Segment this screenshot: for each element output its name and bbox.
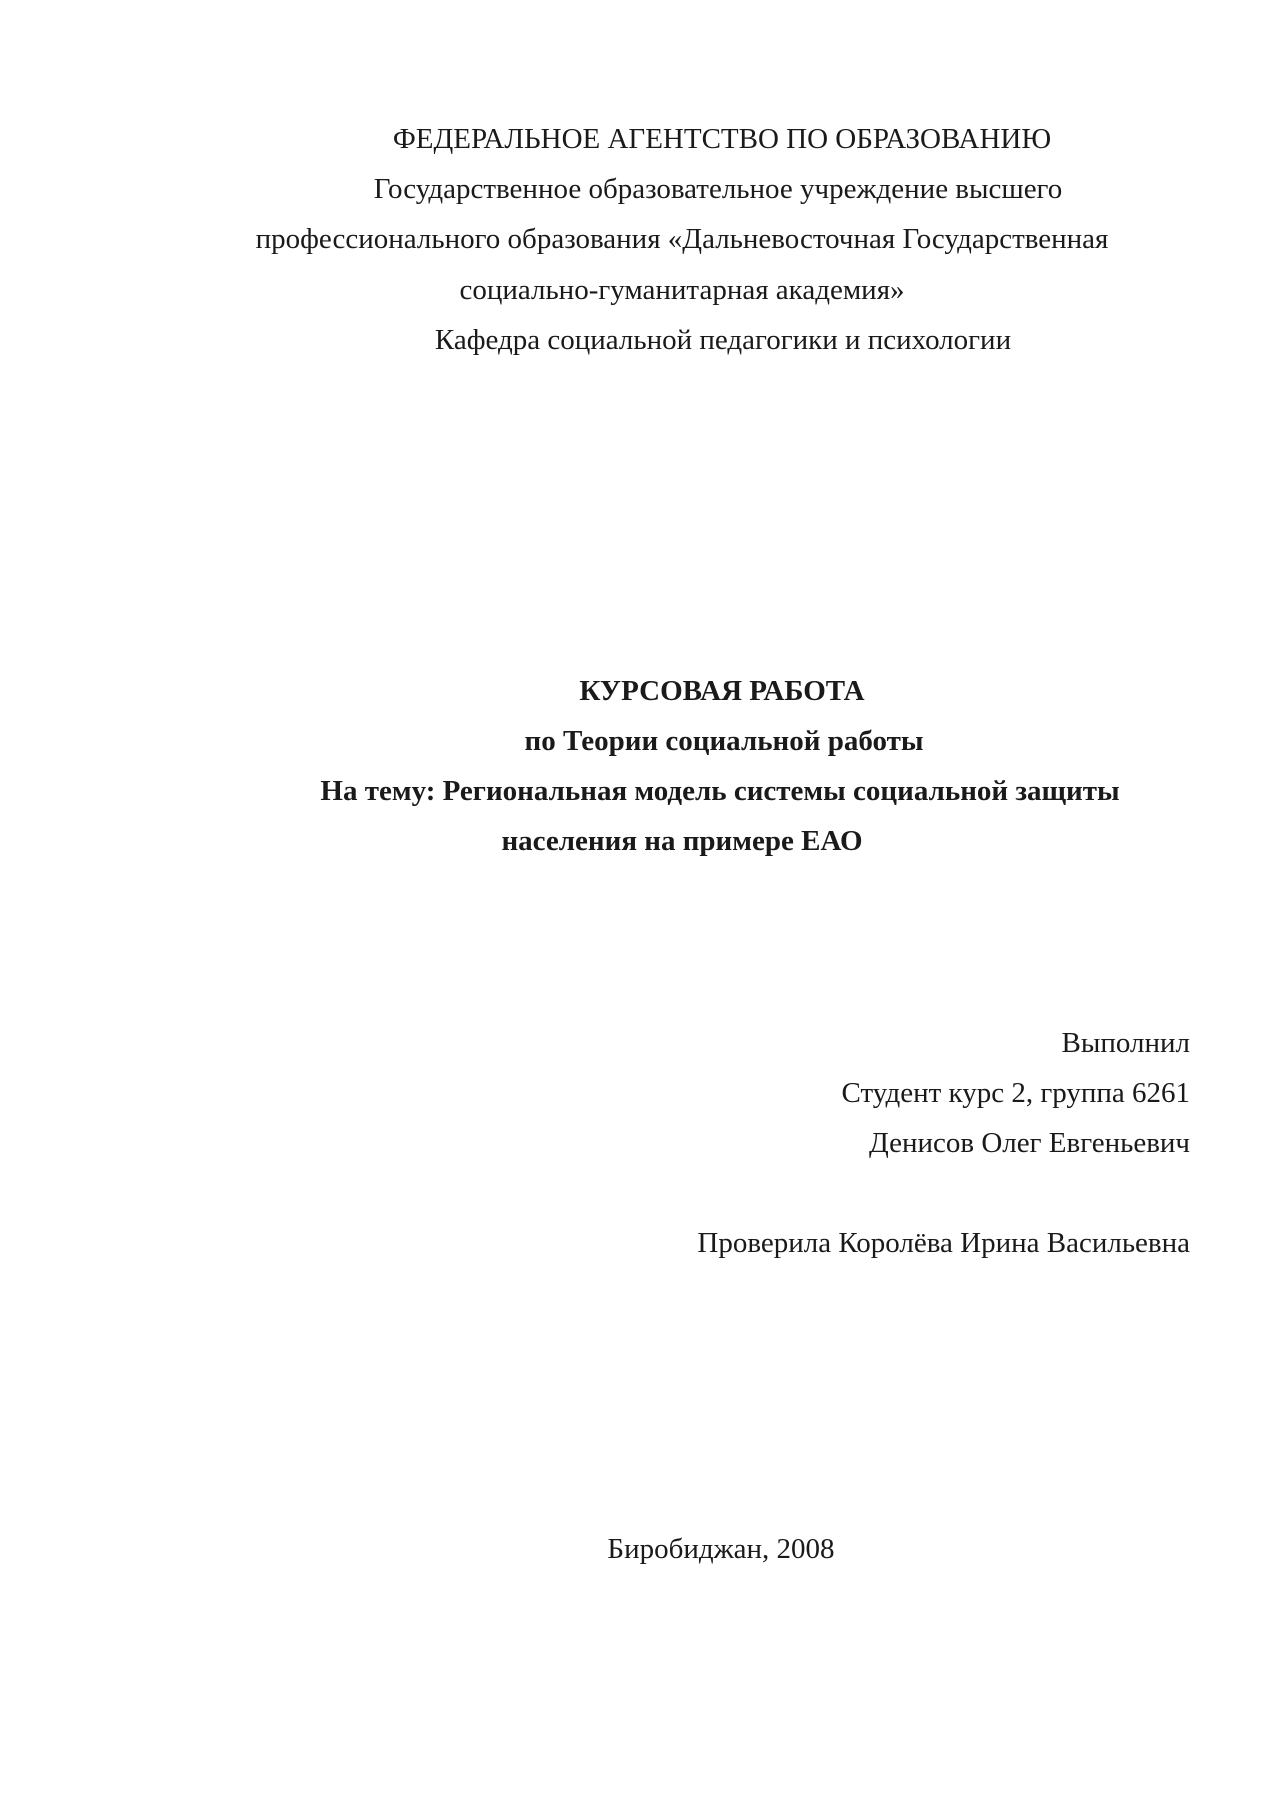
topic-line-2: населения на примере ЕАО [501,825,863,857]
institution-line-1: Государственное образовательное учреждение высшего [373,173,1063,205]
institution-line-2: профессионального образования «Дальневосточная Государственная [255,223,1109,255]
city-year: Биробиджан, 2008 [607,1533,835,1565]
author-student-info: Студент курс 2, группа 6261 [841,1077,1190,1109]
work-type-title: КУРСОВАЯ РАБОТА [579,675,865,707]
topic-line-1: На тему: Региональная модель системы социальной защиты [320,775,1120,807]
institution-line-3: социально-гуманитарная академия» [459,274,905,306]
department-line: Кафедра социальной педагогики и психологии [434,324,1012,356]
agency-heading: ФЕДЕРАЛЬНОЕ АГЕНТСТВО ПО ОБРАЗОВАНИЮ [392,123,1052,155]
subject-line: по Теории социальной работы [524,725,924,757]
reviewer-line: Проверила Королёва Ирина Васильевна [697,1227,1190,1259]
author-label: Выполнил [1061,1027,1190,1059]
author-name: Денисов Олег Евгеньевич [869,1127,1190,1159]
